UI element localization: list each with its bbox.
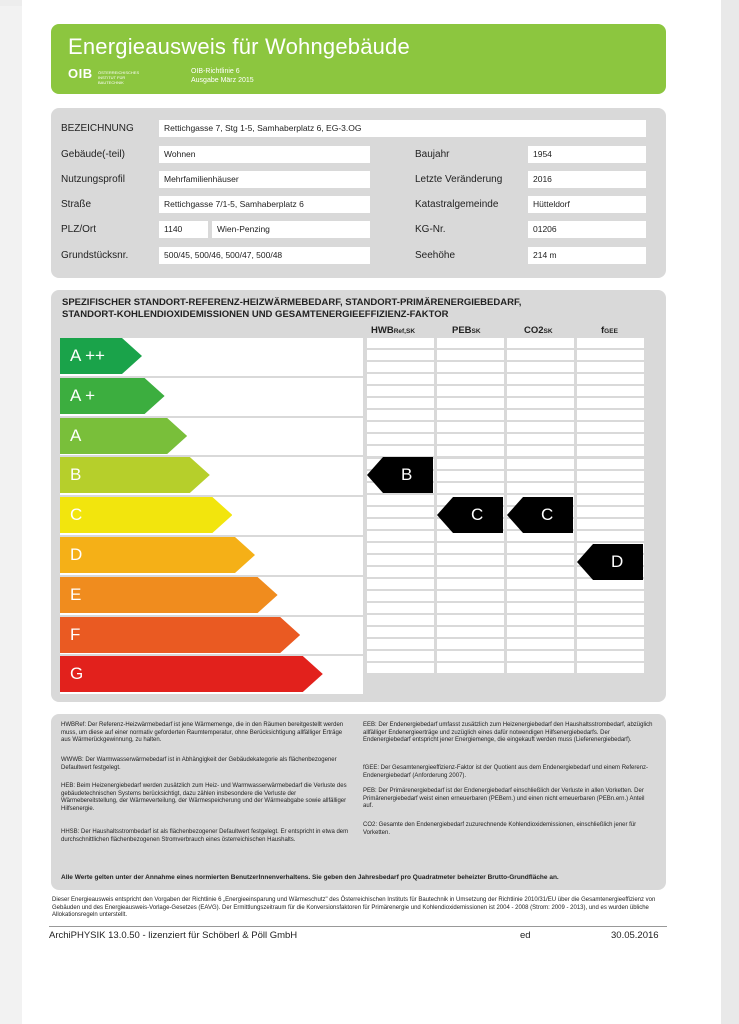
column-header-fgee-sub: GEE: [604, 328, 618, 335]
column-header-hwb-sub: Ref,SK: [393, 328, 416, 335]
grid-cell: [507, 374, 574, 384]
grid-cell: [577, 531, 644, 541]
grid-cell: [437, 471, 504, 481]
grid-cell: [577, 350, 644, 360]
grid-cell: [507, 410, 574, 420]
grundstuecksnr-label: Grundstücksnr.: [61, 250, 129, 261]
grid-cell: [437, 483, 504, 493]
bezeichnung-field: Rettichgasse 7, Stg 1-5, Samhaberplatz 6, EG-3.OG: [159, 120, 646, 137]
grid-cell: [367, 495, 434, 505]
seehoehe-field: 214 m: [528, 247, 646, 264]
energy-class-label: D: [70, 545, 83, 564]
rating-badge-fill: [367, 457, 433, 493]
chart-title-line-2: STANDORT-KOHLENDIOXIDEMISSIONEN UND GESAMTENERGIEEFFIZIENZ-FAKTOR: [62, 309, 449, 320]
energy-class-arrow-shape: [60, 457, 210, 493]
grid-cell: [437, 555, 504, 565]
energy-class-label: A: [70, 425, 82, 445]
energy-class-arrow: [60, 457, 210, 493]
grid-cell: [367, 422, 434, 432]
energy-class-arrow: [60, 338, 142, 374]
grid-cell: [507, 338, 574, 348]
grid-cell: [507, 459, 574, 469]
rating-badge-label: B: [401, 465, 413, 485]
energy-class-label: A +: [70, 385, 96, 405]
grid-cell: [507, 627, 574, 637]
grid-cell: [507, 386, 574, 396]
column-header-fgee-main: f: [601, 325, 605, 336]
grid-cell: [367, 338, 434, 348]
energy-class-arrow-fill: [60, 617, 300, 653]
grid-cell: [577, 422, 644, 432]
grid-cell: [367, 386, 434, 396]
grid-cell: [577, 639, 644, 649]
legal-notice: Dieser Energieausweis entspricht den Vorgaben der Richtlinie 6 „Energieeinsparung und Wärmeschutz" des Österreichischen Instituts für Bautechnik in Umsetzung der Richtlinie 2010/31/EU über die Gesamtenergieeffizienz von Gebäuden und des Energieausweis-Vorlage-Gesetzes (EAVG). Der Ermittlungszeitraum für die Konversionsfaktoren für Primärenergie und Kohlendioxidemissionen ist 2004 - 2008 (Strom: 2009 - 2013), und es wurden übliche Allokationsregeln unterstellt.: [52, 897, 656, 918]
grundstuecksnr-field: 500/45, 500/46, 500/47, 500/48: [159, 247, 370, 264]
rating-badge-shape: [507, 497, 573, 533]
grid-cell: [437, 446, 504, 456]
grid-cell: [577, 386, 644, 396]
energy-class-arrow-fill: [60, 656, 323, 692]
grid-cell: [577, 410, 644, 420]
definition-peb: PEB: Der Primärenergiebedarf ist der Endenergiebedarf einschließlich der Verluste in allen Vorketten. Der Primärenergiebedarf weist einen erneuerbaren (PEBern.) und einen nicht erneuerbaren (PEBn.ern.) Anteil auf.: [363, 788, 645, 809]
grid-cell: [367, 603, 434, 613]
veraenderung-label: Letzte Veränderung: [415, 174, 503, 185]
energy-class-arrow: [60, 418, 187, 454]
rating-badge-shape: [437, 497, 503, 533]
software-license: ArchiPHYSIK 13.0.50 - lizenziert für Schöberl & Pöll GmbH: [49, 930, 298, 941]
rating-badge: [507, 497, 573, 533]
rating-badge-fill: [507, 497, 573, 533]
grid-cell: [577, 338, 644, 348]
plz-field: 1140: [159, 221, 208, 238]
energy-class-arrow: [60, 378, 165, 414]
strasse-label: Straße: [61, 199, 92, 210]
seehoehe-label: Seehöhe: [415, 250, 456, 261]
column-header-fgee: [601, 325, 618, 336]
definition-fgee: fGEE: Der Gesamtenergieeffizienz-Faktor ist der Quotient aus dem Endenergiebedarf und einem Referenz-Endenergiebedarf (Anforderung 2007).: [363, 765, 649, 779]
grid-cell: [367, 543, 434, 553]
oib-logo-subtitle: ÖSTERREICHISCHES INSTITUT FÜR BAUTECHNIK: [98, 70, 140, 85]
grid-cell: [577, 627, 644, 637]
grid-cell: [507, 651, 574, 661]
grid-cell: [367, 446, 434, 456]
grid-cell: [437, 567, 504, 577]
column-header-co2: [524, 325, 553, 336]
grid-cell: [507, 434, 574, 444]
grid-cell: [367, 362, 434, 372]
grid-cell: [507, 555, 574, 565]
grid-cell: [367, 615, 434, 625]
grid-cell: [577, 507, 644, 517]
grid-cell: [577, 362, 644, 372]
strasse-field: Rettichgasse 7/1-5, Samhaberplatz 6: [159, 196, 370, 213]
grid-cell: [507, 422, 574, 432]
column-header-hwb-main: HWB: [371, 325, 394, 336]
energy-class-arrow-fill: [60, 497, 232, 533]
energy-class-arrow-fill: [60, 457, 210, 493]
energy-class-arrow-shape: [60, 656, 323, 692]
grid-cell: [577, 651, 644, 661]
energy-class-label: C: [70, 505, 83, 525]
grid-cell: [437, 459, 504, 469]
grid-cell: [367, 507, 434, 517]
nutzungsprofil-field: Mehrfamilienhäuser: [159, 171, 370, 188]
grid-cell: [437, 627, 504, 637]
definition-heb: HEB: Beim Heizenergiebedarf werden zusätzlich zum Heiz- und Warmwasserwärmebedarf die Verluste des gebäudetechnischen Systems berücksichtigt, dazu zählen insbesondere die Verluste der Wärmebereitstellung, der Wärmeverteilung, der Wärmespeicherung und der Wärmeabgabe sowie allfälliger Hilfsenergie.: [61, 783, 347, 812]
energy-class-arrow-shape: [60, 577, 278, 613]
definition-hhsb: HHSB: Der Haushaltsstrombedarf ist als flächenbezogener Defaultwert festgelegt. Er entspricht in etwa dem durchschnittlichen flächenbezogenen Stromverbrauch eines österreichischen Haushalts.: [61, 829, 349, 843]
oib-logo: OIB: [68, 66, 93, 81]
chart-title: [62, 297, 652, 321]
grid-cell: [437, 398, 504, 408]
energy-class-label: E: [70, 584, 82, 604]
rating-badge-label: D: [611, 552, 624, 571]
kg-nr-field: 01206: [528, 221, 646, 238]
grid-cell: [577, 459, 644, 469]
grid-cell: [507, 543, 574, 553]
guideline-info: [191, 67, 254, 85]
grid-cell: [437, 579, 504, 589]
grid-cell: [437, 639, 504, 649]
grid-cell: [367, 434, 434, 444]
definition-wwwb: WWWB: Der Warmwasserwärmebedarf ist in Abhängigkeit der Gebäudekategorie als flächenbezogener Defaultwert festgelegt.: [61, 757, 337, 771]
rating-badge-label: C: [541, 505, 554, 525]
definition-hwb: HWBRef: Der Referenz-Heizwärmebedarf ist jene Wärmemenge, die in den Räumen bereitgestellt werden muss, um diese auf einer normativ geforderten Raumtemperatur, ohne Berücksichtigung allfälliger Erträge aus Wärmerückgewinnung, zu halten.: [61, 722, 344, 743]
values-note: Alle Werte gelten unter der Annahme eines normierten BenutzerInnenverhaltens. Sie geben den Jahresbedarf pro Quadratmeter beheizter Brutto-Grundfläche an.: [61, 874, 559, 881]
grid-cell: [577, 434, 644, 444]
plz-ort-label: PLZ/Ort: [61, 224, 97, 235]
grid-cell: [367, 663, 434, 673]
document-date: 30.05.2016: [611, 930, 659, 941]
column-header-peb-main: PEB: [452, 325, 472, 336]
gebaeude-label: Gebäude(-teil): [61, 149, 125, 160]
grid-cell: [367, 639, 434, 649]
page-edge-shade: [721, 0, 739, 1024]
baujahr-field: 1954: [528, 146, 646, 163]
grid-cell: [507, 398, 574, 408]
grid-cell: [437, 410, 504, 420]
header-banner: [51, 24, 666, 94]
grid-cell: [507, 350, 574, 360]
grid-cell: [437, 386, 504, 396]
grid-cell: [577, 495, 644, 505]
grid-cell: [437, 422, 504, 432]
grid-cell: [437, 603, 504, 613]
grid-cell: [507, 483, 574, 493]
grid-cell: [507, 615, 574, 625]
column-header-peb: [452, 325, 481, 336]
author-initials: ed: [520, 930, 531, 941]
grid-cell: [577, 471, 644, 481]
grid-cell: [367, 651, 434, 661]
grid-cell: [437, 350, 504, 360]
grid-cell: [367, 567, 434, 577]
baujahr-label: Baujahr: [415, 149, 450, 160]
column-header-peb-sub: SK: [471, 328, 481, 335]
energy-class-arrow: [60, 617, 300, 653]
grid-cell: [367, 398, 434, 408]
column-header-co2-sub: SK: [543, 328, 553, 335]
grid-cell: [577, 446, 644, 456]
grid-cell: [367, 555, 434, 565]
energy-class-arrow-shape: [60, 617, 300, 653]
grid-cell: [577, 591, 644, 601]
grid-cell: [577, 603, 644, 613]
energy-class-arrow-fill: [60, 577, 278, 613]
grid-cell: [577, 519, 644, 529]
grid-cell: [507, 639, 574, 649]
rating-badge: [577, 544, 643, 580]
energy-class-label: G: [70, 664, 84, 684]
grid-cell: [437, 663, 504, 673]
page-title: Energieausweis für Wohngebäude: [68, 34, 410, 59]
grid-cell: [367, 591, 434, 601]
energy-class-arrow: [60, 656, 323, 692]
grid-cell: [367, 531, 434, 541]
column-header-co2-main: CO2: [524, 325, 544, 336]
grid-cell: [437, 591, 504, 601]
energy-class-label: A ++: [70, 346, 105, 365]
grid-cell: [577, 615, 644, 625]
nutzungsprofil-label: Nutzungsprofil: [61, 174, 125, 185]
energy-class-arrow: [60, 537, 255, 573]
column-header-hwb: [371, 325, 415, 336]
grid-cell: [437, 651, 504, 661]
grid-cell: [507, 591, 574, 601]
grid-cell: [367, 519, 434, 529]
grid-cell: [577, 483, 644, 493]
energy-class-arrow-shape: [60, 537, 255, 573]
rating-badge-fill: [577, 544, 643, 580]
grid-cell: [437, 374, 504, 384]
grid-cell: [367, 579, 434, 589]
rating-badge-shape: [367, 457, 433, 493]
chart-title-line-1: SPEZIFISCHER STANDORT-REFERENZ-HEIZWÄRMEBEDARF, STANDORT-PRIMÄRENERGIEBEDARF,: [62, 297, 522, 308]
energy-class-arrow-shape: [60, 497, 232, 533]
grid-cell: [367, 350, 434, 360]
energy-class-label: F: [70, 624, 81, 644]
grid-cell: [577, 398, 644, 408]
grid-cell: [437, 434, 504, 444]
grid-cell: [577, 374, 644, 384]
definition-co2: CO2: Gesamte den Endenergiebedarf zuzurechnende Kohlendioxidemissionen, einschließlich jener für Vorketten.: [363, 822, 637, 836]
grid-cell: [577, 663, 644, 673]
grid-cell: [507, 603, 574, 613]
energy-class-arrow: [60, 497, 232, 533]
rating-badge: [367, 457, 433, 493]
grid-cell: [507, 567, 574, 577]
richtlinie-label: OIB-Richtlinie 6: [191, 68, 240, 75]
katastralgemeinde-label: Katastralgemeinde: [415, 199, 499, 210]
grid-cell: [507, 579, 574, 589]
definition-eeb: EEB: Der Endenergiebedarf umfasst zusätzlich zum Heizenergiebedarf den Haushaltsstrombedarf, abzüglich allfälliger Endenergieerträge und zuzüglich eines dafür notwendigen Hilfsenergiebedarfs. Der Endenergiebedarf entspricht jener Energiemenge, die eingekauft werden muss (Lieferenergiebedarf).: [363, 722, 653, 743]
footer-divider: [49, 926, 667, 927]
rating-badge-fill: [437, 497, 503, 533]
katastralgemeinde-field: Hütteldorf: [528, 196, 646, 213]
grid-cell: [437, 362, 504, 372]
grid-cell: [507, 471, 574, 481]
energy-class-arrow-fill: [60, 537, 255, 573]
ausgabe-label: Ausgabe März 2015: [191, 77, 254, 84]
grid-cell: [367, 374, 434, 384]
rating-badge: [437, 497, 503, 533]
grid-cell: [367, 410, 434, 420]
energy-class-arrow: [60, 577, 278, 613]
gebaeude-field: Wohnen: [159, 146, 370, 163]
grid-cell: [437, 543, 504, 553]
grid-cell: [507, 362, 574, 372]
ort-field: Wien-Penzing: [212, 221, 370, 238]
energy-class-label: B: [70, 465, 82, 485]
rating-badge-shape: [577, 544, 643, 580]
rating-badge-label: C: [471, 505, 484, 525]
bezeichnung-label: BEZEICHNUNG: [61, 123, 134, 134]
kg-nr-label: KG-Nr.: [415, 224, 446, 235]
grid-cell: [577, 579, 644, 589]
veraenderung-field: 2016: [528, 171, 646, 188]
grid-cell: [507, 663, 574, 673]
grid-cell: [437, 338, 504, 348]
grid-cell: [437, 615, 504, 625]
grid-cell: [367, 627, 434, 637]
grid-cell: [507, 446, 574, 456]
